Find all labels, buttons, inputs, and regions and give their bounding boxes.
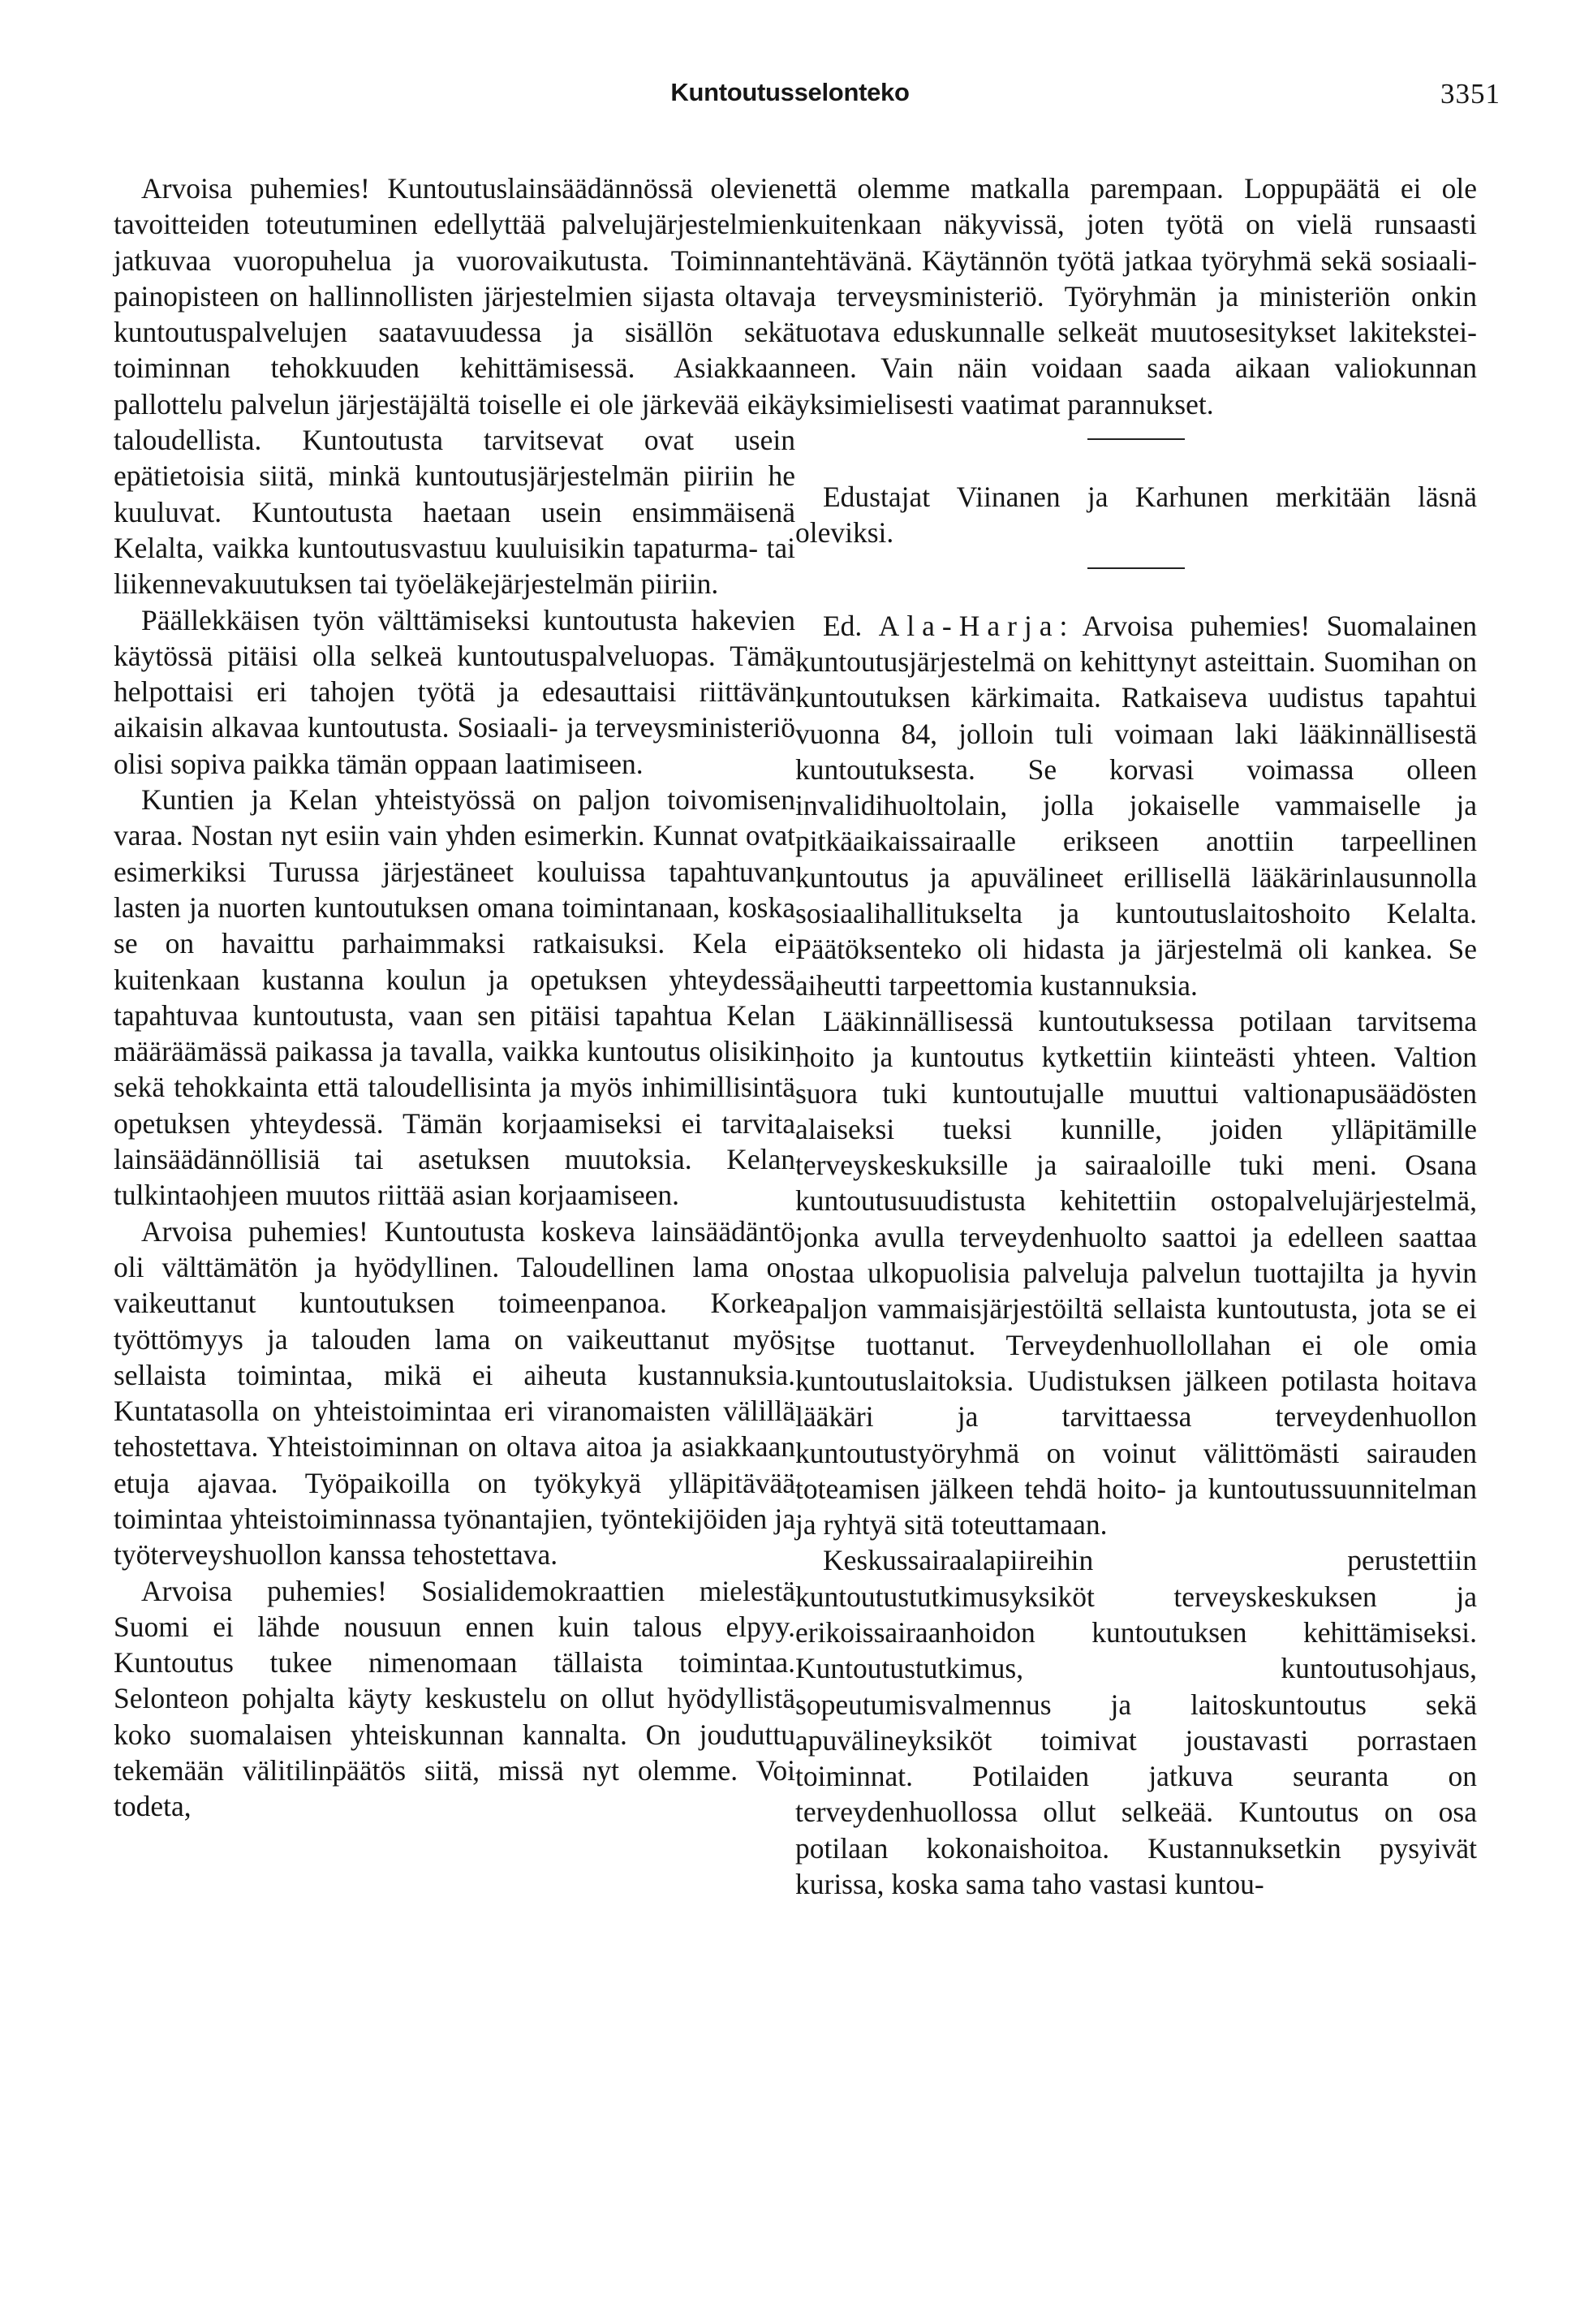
section-divider bbox=[1087, 567, 1185, 569]
session-notice: Edustajat Viinanen ja Karhunen merkitään läsnä oleviksi. bbox=[795, 481, 1477, 550]
running-title: Kuntoutusselonteko bbox=[670, 78, 910, 106]
section-divider bbox=[1087, 438, 1185, 440]
left-column bbox=[114, 170, 795, 1825]
speech-opening bbox=[795, 608, 1477, 1003]
paragraph-continuation: että olemme matkalla parempaan. Loppupäätä ei ole kuitenkaan näkyvissä, joten työtä on vielä runsaasti tehtävänä. Käytännön työtä jatkaa työryhmä sekä sosiaali- ja terveysministeriö. Työryhmän ja ministeriön onkin tuotava eduskunnalle selkeät muutosesitykset lakiteksteineen. Vain näin voidaan saada aikaan valiokunnan yksimielisesti vaatimat parannukset. bbox=[795, 172, 1477, 420]
paragraph: Arvoisa puhemies! Kuntoutusta koskeva lainsäädäntö oli välttämätön ja hyödyllinen. Taloudellinen lama on vaikeuttanut kuntoutuksen toimeenpanoa. Korkea työttömyys ja talouden lama on vaikeuttanut myös sellaista toimintaa, mikä ei aiheuta kustannuksia. Kuntatasolla on yhteistoimintaa eri viranomaisten välillä tehostettava. Yhteistoiminnan on oltava aitoa ja asiakkaan etuja ajavaa. Työpaikoilla on työkykyä ylläpitävää toimintaa yhteistoiminnassa työnantajien, työntekijöiden ja työterveyshuollon kanssa tehostettava. bbox=[114, 1214, 795, 1572]
paragraph: Kuntien ja Kelan yhteistyössä on paljon toivomisen varaa. Nostan nyt esiin vain yhden esimerkin. Kunnat ovat esimerkiksi Turussa järjestäneet kouluissa tapahtuvan lasten ja nuorten kuntoutuksen omana toimintanaan, koska se on havaittu parhaimmaksi ratkaisuksi. Kela ei kuitenkaan kustanna koulun ja opetuksen yhteydessä tapahtuvaa kuntoutusta, vaan sen pitäisi tapahtua Kelan määräämässä paikassa ja tavalla, vaikka kuntoutus olisikin sekä tehokkainta että taloudellisinta ja myös inhimillisintä opetuksen yhteydessä. Tämän korjaamiseksi ei tarvita lainsäädännöllisiä tai asetuksen muutoksia. Kelan tulkintaohjeen muutos riittää asian korjaamiseen. bbox=[114, 783, 795, 1212]
speech-text: Arvoisa puhemies! Suomalainen kuntoutusjärjestelmä on kehittynyt asteittain. Suomihan on kuntoutuksen kärkimaita. Ratkaiseva uudistus tapahtui vuonna 84, jolloin tuli voimaan laki lääkinnällisestä kuntoutuksesta. Se korvasi voimassa olleen invalidihuoltolain, jolla jokaiselle vammaiselle ja pitkäaikaissairaalle erikseen anottiin tarpeellinen kuntoutus ja apuvälineet erillisellä lääkärinlausunnolla sosiaalihallitukselta ja kuntoutuslaitoshoito Kelalta. Päätöksenteko oli hidasta ja järjestelmä oli kankea. Se aiheutti tarpeettomia kustannuksia. bbox=[795, 609, 1478, 1002]
page-number: 3351 bbox=[1440, 78, 1500, 110]
paragraph: Arvoisa puhemies! Kuntoutuslainsäädännössä olevien tavoitteiden toteutuminen edellyttää palvelujärjestelmien jatkuvaa vuoropuhelua ja vuorovaikutusta. Toiminnan painopisteen on hallinnollisten järjestelmien sijasta oltava kuntoutuspalvelujen saatavuudessa ja sisällön sekä toiminnan tehokkuuden kehittämisessä. Asiakkaan pallottelu palvelun järjestäjältä toiselle ei ole järkevää eikä taloudellista. Kuntoutusta tarvitsevat ovat usein epätietoisia siitä, minkä kuntoutusjärjestelmän piiriin he kuuluvat. Kuntoutusta haetaan usein ensimmäisenä Kelalta, vaikka kuntoutusvastuu kuuluisikin tapaturma- tai liikennevakuutuksen tai työeläkejärjestelmän piiriin. bbox=[114, 172, 795, 601]
page-header bbox=[0, 78, 1580, 127]
speaker-colon: : bbox=[1059, 609, 1068, 642]
speaker-name: Ala-Harja bbox=[878, 609, 1060, 642]
paragraph: Keskussairaalapiireihin perustettiin kuntoutustutkimusyksiköt terveyskeskuksen ja erikoissairaanhoidon kuntoutuksen kehittämiseksi. Kuntoutustutkimus, kuntoutusohjaus, sopeutumisvalmennus ja laitoskuntoutus sekä apuvälineyksiköt toimivat joustavasti porrastaen toiminnat. Potilaiden jatkuva seuranta on terveydenhuollossa ollut selkeää. Kuntoutus on osa potilaan kokonaishoitoa. Kustannuksetkin pysyivät kurissa, koska sama taho vastasi kuntou- bbox=[795, 1544, 1477, 1901]
paragraph: Arvoisa puhemies! Sosialidemokraattien mielestä Suomi ei lähde nousuun ennen kuin talous elpyy. Kuntoutus tukee nimenomaan tällaista toimintaa. Selonteon pohjalta käyty keskustelu on ollut hyödyllistä koko suomalaisen yhteiskunnan kannalta. On jouduttu tekemään välitilinpäätös siitä, missä nyt olemme. Voi todeta, bbox=[114, 1574, 795, 1823]
paragraph: Päällekkäisen työn välttämiseksi kuntoutusta hakevien käytössä pitäisi olla selkeä kuntoutuspalveluopas. Tämä helpottaisi eri tahojen työtä ja edesauttaisi riittävän aikaisin alkavaa kuntoutusta. Sosiaali- ja terveysministeriö olisi sopiva paikka tämän oppaan laatimiseen. bbox=[114, 603, 795, 780]
speaker-prefix: Ed. bbox=[823, 609, 863, 642]
right-column bbox=[795, 170, 1477, 1902]
paragraph: Lääkinnällisessä kuntoutuksessa potilaan tarvitsema hoito ja kuntoutus kytkettiin kiinteästi yhteen. Valtion suora tuki kuntoutujalle muuttui valtionapusäädösten alaiseksi tueksi kunnille, joiden ylläpitämille terveyskeskuksille ja sairaaloille tuki meni. Osana kuntoutusuudistusta kehitettiin ostopalvelujärjestelmä, jonka avulla terveydenhuolto saattoi ja edelleen saattaa ostaa ulkopuolisia palveluja palvelun tuottajilta ja hyvin paljon vammaisjärjestöiltä sellaista kuntoutusta, jota se ei itse tuottanut. Terveydenhuollollahan ei ole omia kuntoutuslaitoksia. Uudistuksen jälkeen potilasta hoitava lääkäri ja tarvittaessa terveydenhuollon kuntoutustyöryhmä on voinut välittömästi sairauden toteamisen jälkeen tehdä hoito- ja kuntoutussuunnitelman ja ryhtyä sitä toteuttamaan. bbox=[795, 1004, 1477, 1541]
